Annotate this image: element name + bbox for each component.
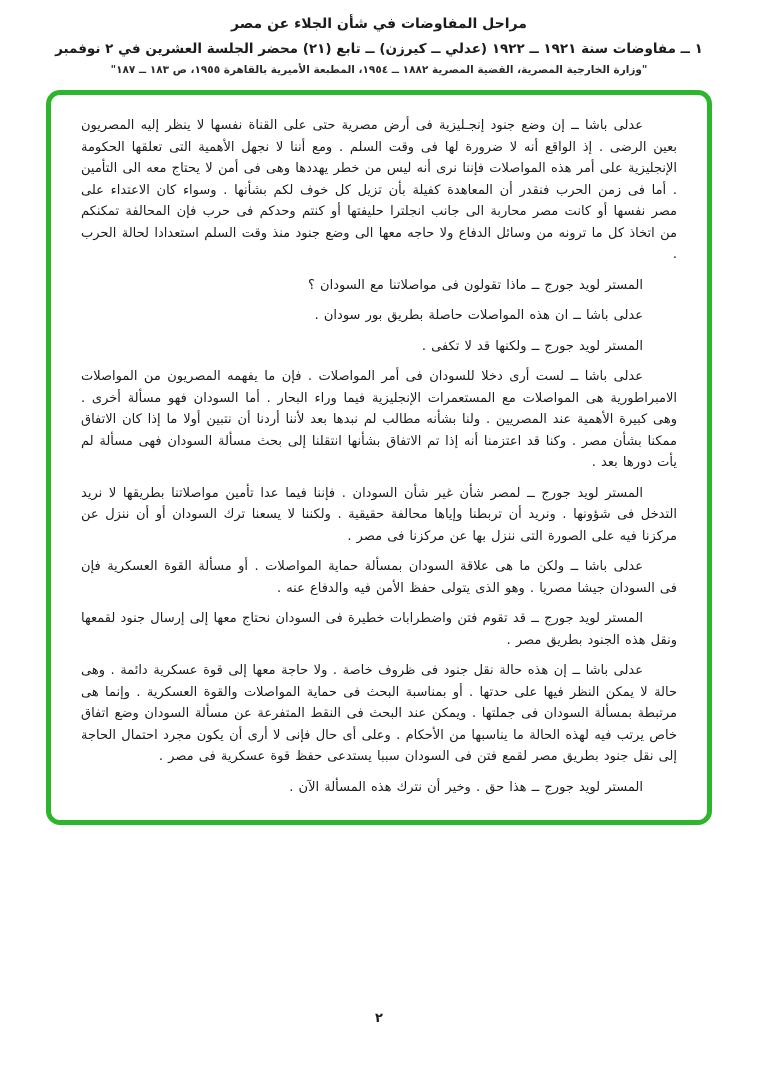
page-number: ٢ (375, 1011, 383, 1026)
paragraph-lloyd-george-1: المستر لويد جورج ــ ماذا تقولون فى مواصلاتنا مع السودان ؟ (308, 277, 643, 293)
paragraph-lloyd-george-4: المستر لويد جورج ــ قد تقوم فتن واضطرابات خطيرة فى السودان نحتاج معها إلى إرسال جنود لقمعها ونقل هذه الجنود بطريق مصر . (81, 611, 677, 648)
document-header (0, 0, 758, 76)
source-citation: "وزارة الخارجية المصرية، القضية المصرية ١٨٨٢ ــ ١٩٥٤، المطبعة الأميرية بالقاهرة ١٩٥٥، ص ١٨٣ ــ ١٨٧" (110, 64, 648, 76)
page-title: مراحل المفاوضات في شأن الجلاء عن مصر (231, 16, 527, 32)
paragraph-lloyd-george-2: المستر لويد جورج ــ ولكنها قد لا تكفى . (421, 338, 643, 354)
green-border-frame (46, 90, 712, 825)
page-subtitle: ١ ــ مفاوضات سنة ١٩٢١ ــ ١٩٢٢ (عدلي ــ كيرزن) ــ تابع (٢١) محضر الجلسة العشرين في ٢ نوفمبر (55, 41, 703, 57)
paragraph-adli-4: عدلى باشا ــ ولكن ما هى علاقة السودان بمسألة حماية المواصلات . أو مسألة القوة العسكرية فإن فى السودان جيشا مصريا . وهو الذى يتولى حفظ الأمن فيه والدفاع عنه . (81, 559, 677, 596)
paragraph-adli-1: عدلى باشا ــ إن وضع جنود إنجـليزية فى أرض مصرية حتى على القناة نفسها لا ينظر إليه المصريون بعين الرضى . إذ الواقع أنه لا ضرورة لها فى وقت السلم . ومع أننا لا نجهل الأهمية التى تعلقها الحكومة الإنجليزية على أمر هذه المواصلات فإننا نرى أنه ليس من خطر يهددها وهى فى أمن لا يحتاج معه الى التأمين . أما فى زمن الحرب فنقدر أن المعاهدة كفيلة بأن تزيل كل خوف لكم بشأنها . وسواء كان الاعتداء على مصر نفسها أو كانت مصر محاربة الى جانب انجلترا حليفتها أو كنتم وحدكم فى حرب فإن المحالفة تمكنكم من اتخاذ كل ما ترونه من وسائل الدفاع ولا حاجه معها الى وضع جنود منذ وقت السلم استعدادا لحالة الحرب . (81, 118, 677, 262)
paragraph-lloyd-george-5: المستر لويد جورج ــ هذا حق . وخير أن نترك هذه المسألة الآن . (289, 779, 643, 795)
paragraph-adli-2: عدلى باشا ــ ان هذه المواصلات حاصلة بطريق بور سودان . (314, 308, 643, 323)
paragraph-adli-5: عدلى باشا ــ إن هذه حالة نقل جنود فى ظروف خاصة . ولا حاجة معها إلى قوة عسكرية دائمة . وهى حالة لا يمكن النظر فيها على حدتها . أو بمناسبة البحث فى حماية المواصلات والقوة العسكرية . وإنما هى مرتبطة بمسألة السودان فى جملتها . ويمكن عند البحث فى النقط المتفرعة عن مسألة السودان وضع اتفاق خاص يرتب فيه لهذه الحالة ما يناسبها من الأحكام . وعلى أى حال فإنى لا أرى أن يكون مجرد احتمال الحاجة إلى نقل جنود بطريق مصر لقمع فتن فى السودان سببا يستدعى حفظ قوة عسكرية فى مصر . (81, 663, 677, 764)
paragraph-lloyd-george-3: المستر لويد جورج ــ لمصر شأن غير شأن السودان . فإننا فيما عدا تأمين مواصلاتنا بطريقها لا نريد التدخل فى شؤونها . ونريد أن تربطنا وإياها محالفة حقيقية . ولكننا لا يسعنا ترك السودان أو أن ننزل عن مركزنا فيه على الصورة التى ننزل بها عن مركزنا فى مصر . (81, 485, 677, 544)
paragraph-adli-3: عدلى باشا ــ لست أرى دخلا للسودان فى أمر المواصلات . فإن ما يفهمه المصريون من المواصلات الامبراطورية هى المواصلات مع المستعمرات الإنجليزية فيما وراء البحار . أما السودان فهو مسألة أخرى . وهى كبيرة الأهمية عند المصريين . ولنا بشأنه مطالب لم نبدها بعد لأننا أردنا أن نتبين أولا ما إذا كان الاتفاق ممكنا بشأن مصر . وكنا قد اعتزمنا أنه إذا تم الاتفاق بشأنها انتقلنا إلى بحث مسألة السودان فهى مسألة لم يأت دورها بعد . (81, 369, 677, 470)
